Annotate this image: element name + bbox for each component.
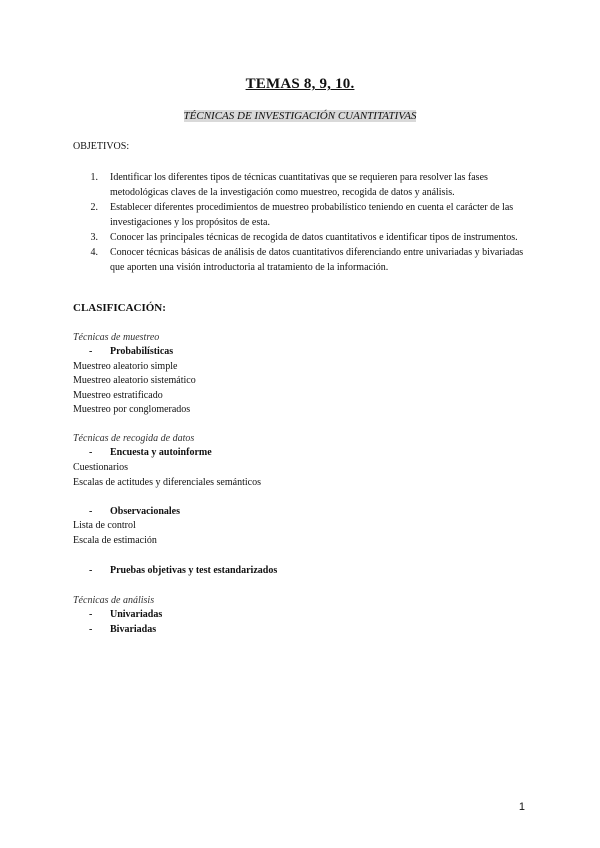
dash: -: [89, 346, 93, 357]
subtitle: [0, 110, 600, 122]
bullet-text: Univariadas: [110, 609, 163, 620]
list-item: Escala de estimación: [73, 535, 157, 546]
bullet-pruebas: [89, 565, 277, 576]
list-text: Establecer diferentes procedimientos de muestreo probabilístico teniendo en cuenta el carácter de las investigaciones y los propósitos de esta.: [110, 202, 514, 228]
objetivos-list: [84, 170, 534, 275]
objetivos-label: OBJETIVOS:: [73, 141, 130, 152]
list-number: 4.: [90, 247, 98, 258]
list-item: [84, 245, 534, 275]
bullet-text: Bivariadas: [110, 624, 157, 635]
clasificacion-heading: CLASIFICACIÓN:: [73, 302, 166, 314]
muestreo-heading: Técnicas de muestreo: [73, 332, 160, 343]
dash: -: [89, 565, 93, 576]
list-item: Muestreo aleatorio sistemático: [73, 375, 196, 386]
list-text: Identificar los diferentes tipos de técnicas cuantitativas que se requieren para resolver las fases metodológicas claves de la investigación como muestreo, recogida de datos y análisis.: [110, 172, 488, 198]
list-text: Conocer técnicas básicas de análisis de datos cuantitativos diferenciando entre univariadas y bivariadas que aporten una visión introductoria al tratamiento de la información.: [110, 247, 524, 273]
list-item: Escalas de actitudes y diferenciales semánticos: [73, 477, 261, 488]
analisis-heading: Técnicas de análisis: [73, 595, 155, 606]
list-item: Cuestionarios: [73, 462, 128, 473]
bullet-observacionales: [89, 506, 180, 517]
list-item: [84, 200, 534, 230]
subtitle-text: TÉCNICAS DE INVESTIGACIÓN CUANTITATIVAS: [183, 110, 417, 122]
bullet-encuesta: [89, 447, 212, 458]
list-item: Muestreo estratificado: [73, 390, 163, 401]
dash: -: [89, 447, 93, 458]
list-number: 1.: [90, 172, 98, 183]
bullet-text: Encuesta y autoinforme: [110, 447, 212, 458]
list-item: Muestreo por conglomerados: [73, 404, 191, 415]
list-number: 3.: [90, 232, 98, 243]
list-text: Conocer las principales técnicas de recogida de datos cuantitativos e identificar tipos de instrumentos.: [110, 232, 518, 243]
list-item: Lista de control: [73, 520, 136, 531]
list-item: [84, 230, 534, 245]
bullet-text: Observacionales: [110, 506, 180, 517]
bullet-text: Probabilísticas: [110, 346, 174, 357]
list-item: Muestreo aleatorio simple: [73, 361, 178, 372]
bullet-univariadas: [89, 609, 162, 620]
page-title: TEMAS 8, 9, 10.: [245, 76, 355, 92]
bullet-text: Pruebas objetivas y test estandarizados: [110, 565, 278, 576]
recogida-heading: Técnicas de recogida de datos: [73, 433, 195, 444]
list-item: [84, 170, 534, 200]
list-number: 2.: [90, 202, 98, 213]
bullet-bivariadas: [89, 624, 156, 635]
page-number: 1: [518, 801, 525, 813]
dash: -: [89, 609, 93, 620]
dash: -: [89, 506, 93, 517]
dash: -: [89, 624, 93, 635]
bullet-probabilisticas: [89, 346, 173, 357]
